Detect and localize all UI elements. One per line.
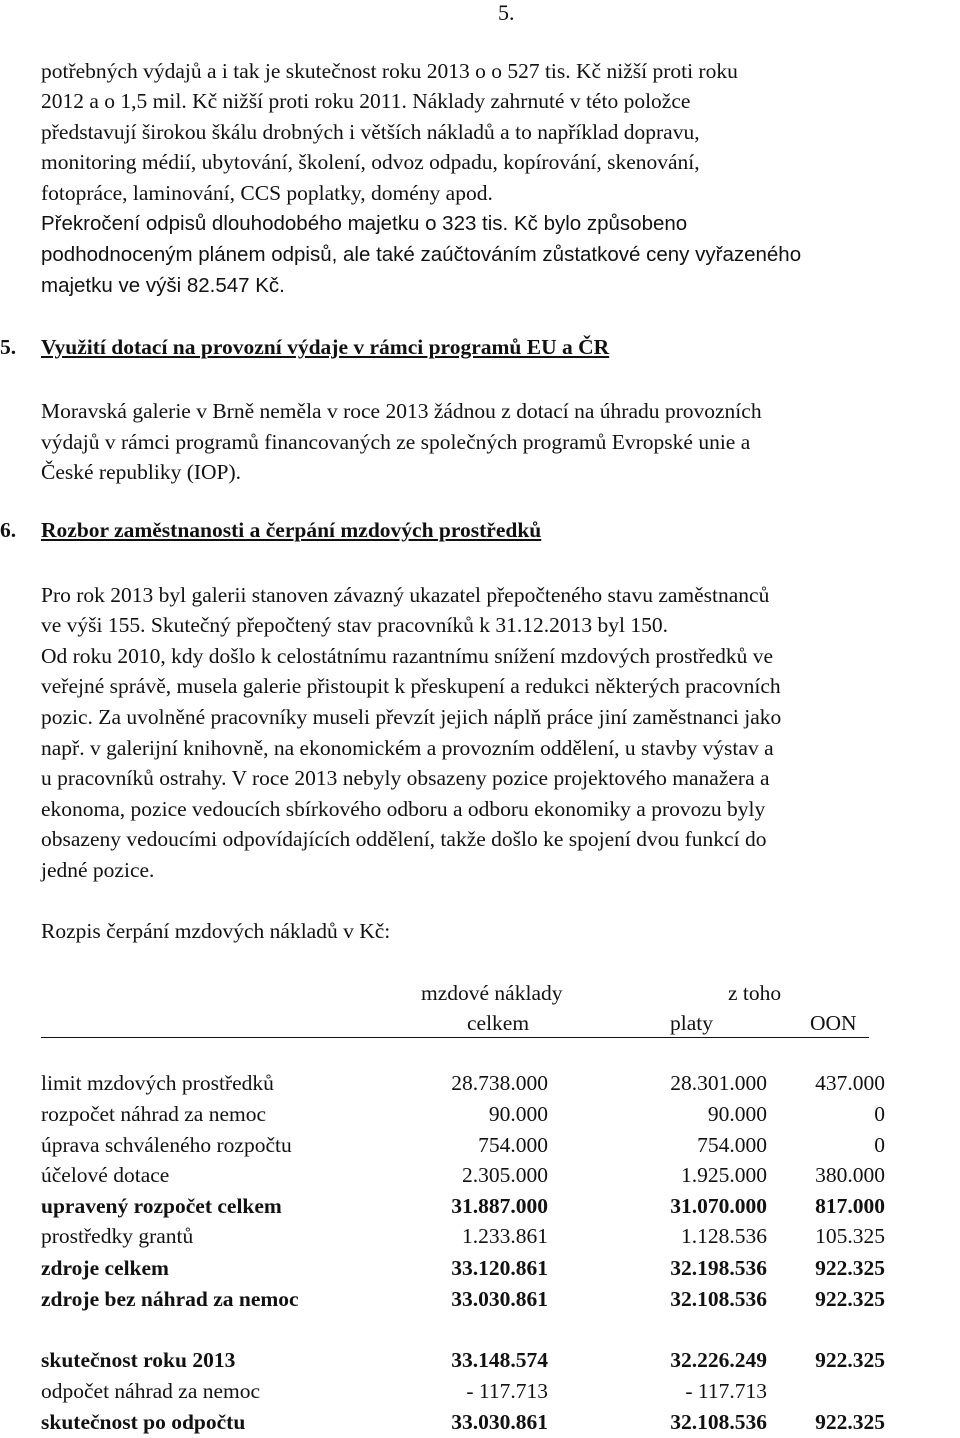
row-platy: 32.108.536 — [670, 1287, 767, 1311]
header-rule — [41, 1037, 869, 1038]
row-total: 28.738.000 — [451, 1071, 548, 1095]
row-total: 1.233.861 — [462, 1224, 548, 1248]
row-platy: - 117.713 — [685, 1379, 767, 1403]
row-total: 31.887.000 — [451, 1194, 548, 1218]
row-oon: 817.000 — [815, 1194, 885, 1218]
section-6-line: pozic. Za uvolněné pracovníky museli převzít jejich náplň práce jiní zaměstnanci jako — [41, 705, 782, 729]
section-6-line: ekonoma, pozice vedoucích sbírkového odboru a odboru ekonomiky a provozu byly — [41, 797, 766, 821]
depreciation-line: majetku ve výši 82.547 Kč. — [41, 274, 285, 297]
row-label: skutečnost roku 2013 — [41, 1348, 236, 1372]
section-5-number: 5. — [0, 335, 17, 359]
row-oon: 922.325 — [815, 1348, 885, 1372]
header-oon: OON — [810, 1011, 857, 1035]
section-6-number: 6. — [0, 518, 17, 542]
row-label: zdroje bez náhrad za nemoc — [41, 1287, 299, 1311]
row-platy: 754.000 — [697, 1133, 767, 1157]
section-6-line: obsazeny vedoucími odpovídajících oddělení, takže došlo ke spojení dvou funkcí do — [41, 827, 767, 851]
row-platy: 32.198.536 — [670, 1256, 767, 1280]
row-total: 2.305.000 — [462, 1163, 548, 1187]
page-number: 5. — [498, 0, 515, 25]
row-total: 33.120.861 — [451, 1256, 548, 1280]
section-6-line: ve výši 155. Skutečný přepočtený stav pracovníků k 31.12.2013 byl 150. — [41, 613, 668, 637]
header-total-top: mzdové náklady — [421, 981, 563, 1005]
intro-line: 2012 a o 1,5 mil. Kč nižší proti roku 2011. Náklady zahrnuté v této položce — [41, 89, 691, 113]
section-6-line: Pro rok 2013 byl galerii stanoven závazný ukazatel přepočteného stavu zaměstnanců — [41, 583, 770, 607]
section-5-title: Využití dotací na provozní výdaje v rámci programů EU a ČR — [41, 335, 610, 359]
row-label: rozpočet náhrad za nemoc — [41, 1102, 267, 1126]
row-platy: 1.925.000 — [681, 1163, 767, 1187]
row-platy: 1.128.536 — [681, 1224, 767, 1248]
row-oon: 380.000 — [815, 1163, 885, 1187]
header-platy: platy — [670, 1011, 713, 1035]
row-label: prostředky grantů — [41, 1224, 194, 1248]
depreciation-line: podhodnoceným plánem odpisů, ale také zaúčtováním zůstatkové ceny vyřazeného — [41, 243, 802, 266]
section-6-line: veřejné správě, musela galerie přistoupit k přeskupení a redukci některých pracovních — [41, 674, 781, 698]
table-caption: Rozpis čerpání mzdových nákladů v Kč: — [41, 919, 391, 943]
row-platy: 90.000 — [707, 1102, 767, 1126]
row-oon: 0 — [874, 1133, 885, 1157]
header-group: z toho — [728, 981, 782, 1005]
intro-line: monitoring médií, ubytování, školení, odvoz odpadu, kopírování, skenování, — [41, 150, 700, 174]
row-label: limit mzdových prostředků — [41, 1071, 274, 1095]
row-oon: 105.325 — [815, 1224, 885, 1248]
intro-line: fotopráce, laminování, CCS poplatky, domény apod. — [41, 181, 493, 205]
section-6-line: Od roku 2010, kdy došlo k celostátnímu razantnímu snížení mzdových prostředků ve — [41, 644, 774, 668]
row-total: 90.000 — [488, 1102, 548, 1126]
section-5-line: České republiky (IOP). — [41, 460, 242, 484]
header-total-bottom: celkem — [467, 1011, 530, 1035]
row-oon: 922.325 — [815, 1287, 885, 1311]
section-6-title: Rozbor zaměstnanosti a čerpání mzdových prostředků — [41, 518, 542, 542]
row-label: zdroje celkem — [41, 1256, 169, 1280]
row-total: 754.000 — [478, 1133, 548, 1157]
row-oon: 922.325 — [815, 1410, 885, 1434]
row-total: 33.030.861 — [451, 1287, 548, 1311]
section-6-line: jedné pozice. — [41, 858, 155, 882]
section-6-line: u pracovníků ostrahy. V roce 2013 nebyly obsazeny pozice projektového manažera a — [41, 766, 770, 790]
row-label: úprava schváleného rozpočtu — [41, 1133, 292, 1157]
depreciation-line: Překročení odpisů dlouhodobého majetku o 323 tis. Kč bylo způsobeno — [41, 212, 688, 235]
row-label: skutečnost po odpočtu — [41, 1410, 246, 1434]
section-5-line: výdajů v rámci programů financovaných ze společných programů Evropské unie a — [41, 430, 751, 454]
intro-line: představují širokou škálu drobných i větších nákladů a to například dopravu, — [41, 120, 700, 144]
section-5-heading — [0, 335, 610, 360]
row-total: 33.030.861 — [451, 1410, 548, 1434]
row-platy: 28.301.000 — [670, 1071, 767, 1095]
row-platy: 32.226.249 — [670, 1348, 767, 1372]
row-oon: 437.000 — [815, 1071, 885, 1095]
row-oon: 922.325 — [815, 1256, 885, 1280]
row-oon: 0 — [874, 1102, 885, 1126]
row-label: účelové dotace — [41, 1163, 170, 1187]
section-6-heading — [0, 518, 542, 543]
row-platy: 32.108.536 — [670, 1410, 767, 1434]
row-platy: 31.070.000 — [670, 1194, 767, 1218]
row-total: - 117.713 — [466, 1379, 548, 1403]
row-label: upravený rozpočet celkem — [41, 1194, 282, 1218]
section-6-line: např. v galerijní knihovně, na ekonomickém a provozním oddělení, u stavby výstav a — [41, 736, 774, 760]
row-label: odpočet náhrad za nemoc — [41, 1379, 261, 1403]
row-total: 33.148.574 — [451, 1348, 548, 1372]
section-5-line: Moravská galerie v Brně neměla v roce 2013 žádnou z dotací na úhradu provozních — [41, 399, 762, 423]
intro-line: potřebných výdajů a i tak je skutečnost roku 2013 o o 527 tis. Kč nižší proti roku — [41, 59, 738, 83]
